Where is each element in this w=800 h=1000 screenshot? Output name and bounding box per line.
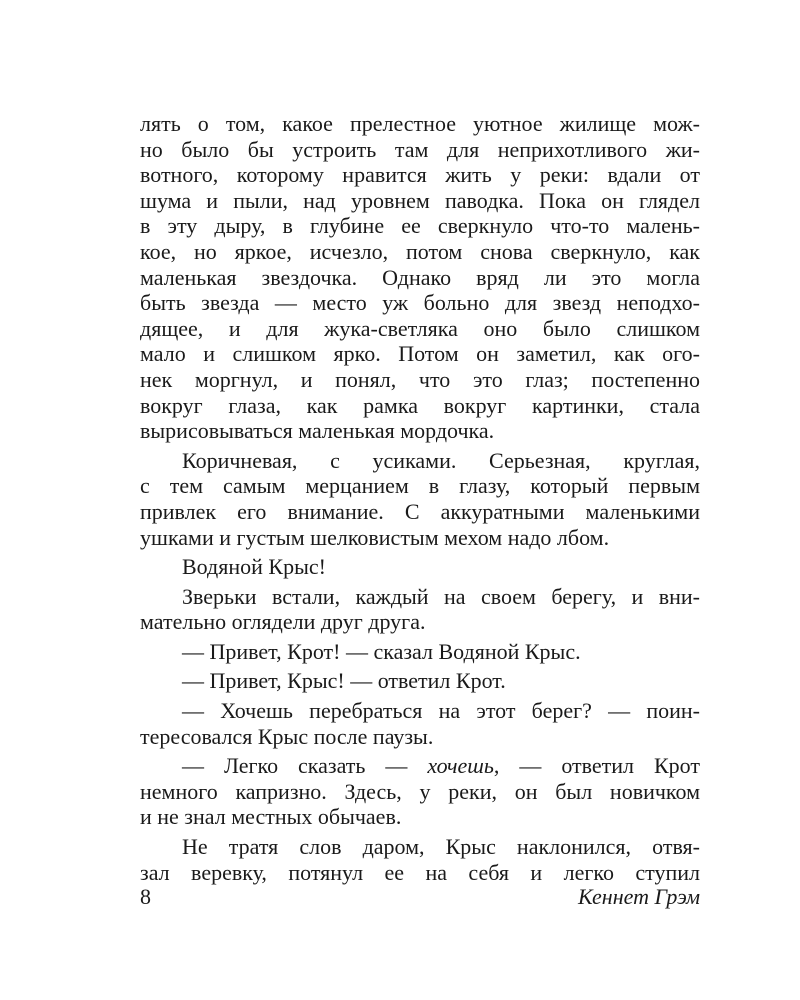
text-line: быть звезда — место уж больно для звезд неподхо- (140, 290, 700, 316)
text-line: вотного, которому нравится жить у реки: вдали от (140, 162, 700, 188)
text-line: — Хочешь перебраться на этот берег? — поин- (182, 698, 700, 724)
text-line: дящее, и для жука-светляка оно было слишком (140, 315, 700, 341)
page-number: 8 (140, 884, 151, 909)
text-line: привлек его внимание. С аккуратными маленькими (140, 498, 700, 524)
text-line: Зверьки встали, каждый на своем берегу, и вни- (182, 583, 700, 609)
text-line: мательно оглядели друг друга. (140, 609, 426, 635)
text-line: и не знал местных обычаев. (140, 804, 402, 830)
text-line: Водяной Крыс! (182, 554, 326, 580)
text-line: в эту дыру, в глубине ее сверкнуло что-то малень- (140, 213, 700, 239)
text-line: Не тратя слов даром, Крыс наклонился, отвя- (182, 834, 700, 860)
text-run: , — ответил Крот (493, 753, 700, 779)
text-line: тересовался Крыс после паузы. (140, 723, 434, 749)
text-line: — Привет, Крыс! — ответил Крот. (182, 668, 506, 694)
text-line: вокруг глаза, как рамка вокруг картинки, стала (140, 392, 700, 418)
italic-text: хочешь (427, 753, 494, 779)
text-line: но было бы устроить там для неприхотливого жи- (140, 136, 700, 162)
text-line: вырисовываться маленькая мордочка. (140, 418, 495, 444)
text-line: зал веревку, потянул ее на себя и легко ступил (140, 859, 700, 885)
text-line: шума и пыли, над уровнем паводка. Пока он глядел (140, 187, 700, 213)
text-line: — Привет, Крот! — сказал Водяной Крыс. (182, 638, 581, 664)
text-line: нек моргнул, и понял, что это глаз; постепенно (140, 366, 700, 392)
text-line: лять о том, какое прелестное уютное жилище мож- (140, 111, 700, 136)
body-text (140, 111, 700, 885)
text-line (140, 753, 700, 779)
text-line: маленькая звездочка. Однако вряд ли это могла (140, 264, 700, 290)
text-line: мало и слишком ярко. Потом он заметил, как ого- (140, 341, 700, 367)
text-line: Коричневая, с усиками. Серьезная, круглая, (182, 447, 700, 473)
text-line: с тем самым мерцанием в глазу, который первым (140, 473, 700, 499)
text-run: — Легко сказать — (182, 753, 428, 779)
text-line: немного капризно. Здесь, у реки, он был новичком (140, 778, 700, 804)
text-line: кое, но яркое, исчезло, потом снова сверкнуло, как (140, 238, 700, 264)
running-author: Кеннет Грэм (577, 884, 700, 909)
text-line: ушками и густым шелковистым мехом надо лбом. (140, 524, 610, 550)
